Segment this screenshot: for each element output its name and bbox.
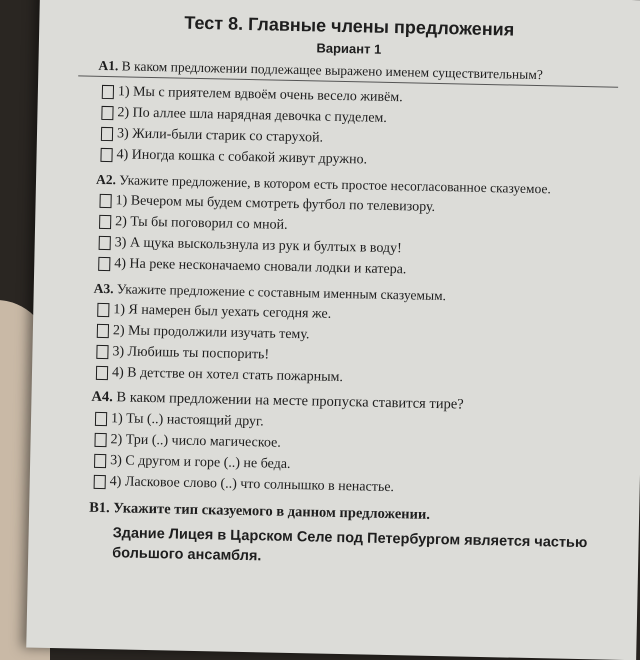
question-number: В1. [89, 499, 110, 517]
option-label: 3) С другом и горе (..) не беда. [110, 453, 291, 472]
option-label: 2) Мы продолжили изучать тему. [112, 323, 310, 343]
question-number: А3. [93, 280, 114, 297]
b1-sentence: Здание Лицея в Царском Селе под Петербургом является частью большого ансамбля. [112, 525, 588, 565]
checkbox[interactable] [100, 147, 112, 161]
option-label: 1) Вечером мы будем смотреть футбол по телевизору. [115, 193, 436, 215]
checkbox[interactable] [96, 344, 108, 358]
option-label: 4) Ласковое слово (..) что солнышко в ненастье. [109, 474, 395, 496]
option-label: 3) Жили-были старик со старухой. [116, 126, 324, 146]
option-label: 4) На реке несконачаемо сновали лодки и катера. [114, 256, 407, 278]
question-text: Укажите предложение, в котором есть простое несогласованное сказуемое. [119, 172, 551, 197]
sheet-content [88, 11, 599, 573]
checkbox[interactable] [94, 474, 106, 488]
checkbox[interactable] [94, 453, 106, 467]
variant-label: Вариант 1 [316, 40, 382, 57]
checkbox[interactable] [97, 323, 109, 337]
option-label: 2) По аллее шла нарядная девочка с пуделем. [117, 105, 388, 126]
option-label: 1) Я намерен был уехать сегодня же. [113, 302, 332, 322]
checkbox[interactable] [98, 256, 110, 270]
option-label: 1) Мы с приятелем вдвоём очень весело живём. [117, 84, 403, 106]
question-b1 [89, 500, 589, 527]
checkbox[interactable] [101, 126, 113, 140]
checkbox[interactable] [99, 235, 111, 249]
option-label: 1) Ты (..) настоящий друг. [110, 411, 264, 430]
question-number: А4. [91, 388, 114, 406]
option-label: 2) Три (..) число магическое. [110, 432, 281, 451]
checkbox[interactable] [95, 411, 107, 425]
checkbox[interactable] [94, 432, 106, 446]
option-label: 2) Ты бы поговорил со мной. [115, 214, 288, 233]
option-label: 3) Любишь ты поспорить! [112, 344, 270, 363]
option-label: 4) Иногда кошка с собакой живут дружно. [116, 147, 368, 168]
test-sheet [26, 0, 640, 660]
checkbox[interactable] [99, 214, 111, 228]
option-label: 3) А щука выскользнула из рук и бултых в воду! [114, 235, 402, 257]
checkbox[interactable] [96, 365, 108, 379]
checkbox[interactable] [102, 84, 114, 98]
question-text: В каком предложении на месте пропуска ставится тире? [116, 389, 464, 413]
checkbox[interactable] [97, 302, 109, 316]
question-number: А1. [98, 57, 119, 74]
question-text: Укажите тип сказуемого в данном предложении. [113, 500, 431, 523]
question-number: А2. [95, 171, 117, 188]
page-title: Тест 8. Главные члены предложения [184, 12, 515, 40]
checkbox[interactable] [101, 105, 113, 119]
checkbox[interactable] [99, 193, 111, 207]
question-text: В каком предложении подлежащее выражено именем существительным? [121, 58, 543, 83]
option-label: 4) В детстве он хотел стать пожарным. [111, 365, 344, 386]
question-text: Укажите предложение с составным именным сказуемым. [116, 281, 447, 304]
